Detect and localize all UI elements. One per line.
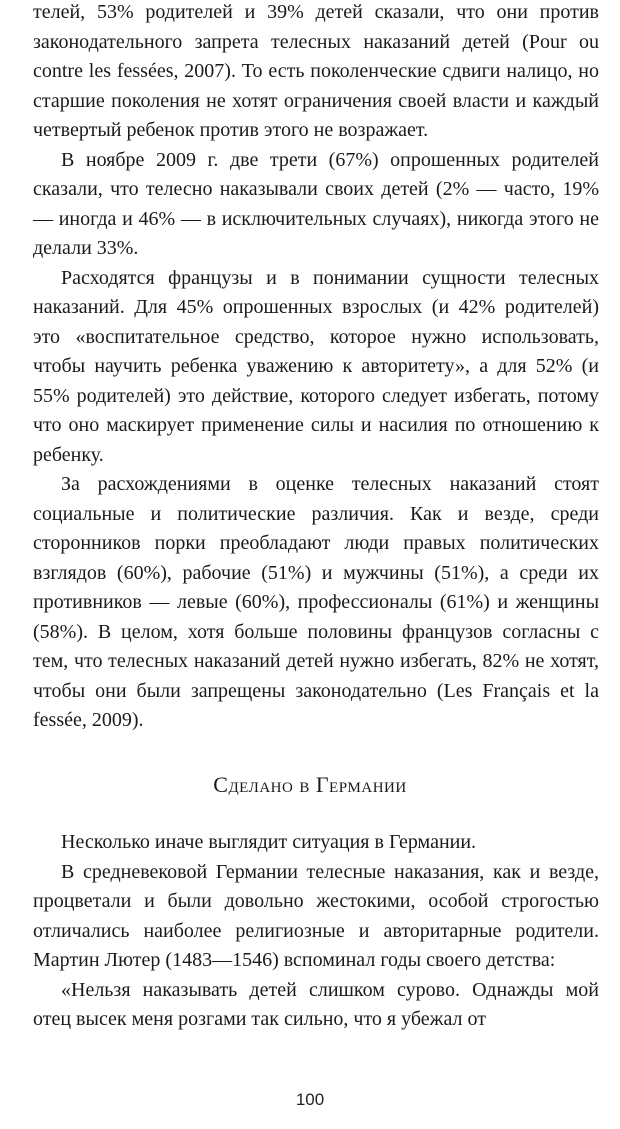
paragraph-luther-quote: «Нельзя наказывать детей слишком сурово. Однажды мой отец высек меня розгами так сильно, что я убежал от — [33, 978, 599, 1030]
body-text-top — [33, 0, 599, 736]
page-number: 100 — [295, 1090, 325, 1109]
paragraph-understanding: Расходятся французы и в понимании сущности телесных наказаний. Для 45% опрошенных взрослых (и 42% родителей) это «воспитательное средство, которое нужно использовать, чтобы научить ребенка уважению к авторитету», а для 52% (и 55% родителей) это действие, которого следует избегать, потому что оно маскирует применение силы и насилия по отношению к ребенку. — [33, 266, 599, 466]
paragraph-social-differences: За расхождениями в оценке телесных наказаний стоят социальные и политические различия. Как и везде, среди сторонников порки преобладают люди правых политических взглядов (60%), рабочие (51%) и мужчины (51%), а среди их противников — левые (60%), профессионалы (61%) и женщины (58%). В целом, хотя больше половины французов согласны с тем, что телесных наказаний детей нужно избегать, 82% не хотят, чтобы они были запрещены законодательно (Les Français et la fessée, 2009). — [33, 473, 599, 731]
section-heading: Сделано в Германии — [213, 772, 407, 797]
body-text-bottom — [33, 828, 599, 1035]
paragraph-continuation: телей, 53% родителей и 39% детей сказали, что они против законодательного запрета телесных наказаний детей (Pour ou contre les fessées, 2007). То есть поколенческие сдвиги налицо, но старшие поколения не хотят ограничения своей власти и каждый четвертый ребенок против этого не возражает. — [33, 1, 599, 141]
paragraph-germany-intro: Несколько иначе выглядит ситуация в Германии. — [61, 831, 477, 853]
paragraph-medieval-germany: В средневековой Германии телесные наказания, как и везде, процветали и были довольно жестокими, особой строгостью отличались наиболее религиозные и авторитарные родители. Мартин Лютер (1483—1546) вспоминал годы своего детства: — [33, 860, 599, 971]
paragraph-survey-2009: В ноябре 2009 г. две трети (67%) опрошенных родителей сказали, что телесно наказывали своих детей (2% — часто, 19% — иногда и 46% — в исключительных случаях), никогда этого не делали 33%. — [33, 148, 599, 259]
